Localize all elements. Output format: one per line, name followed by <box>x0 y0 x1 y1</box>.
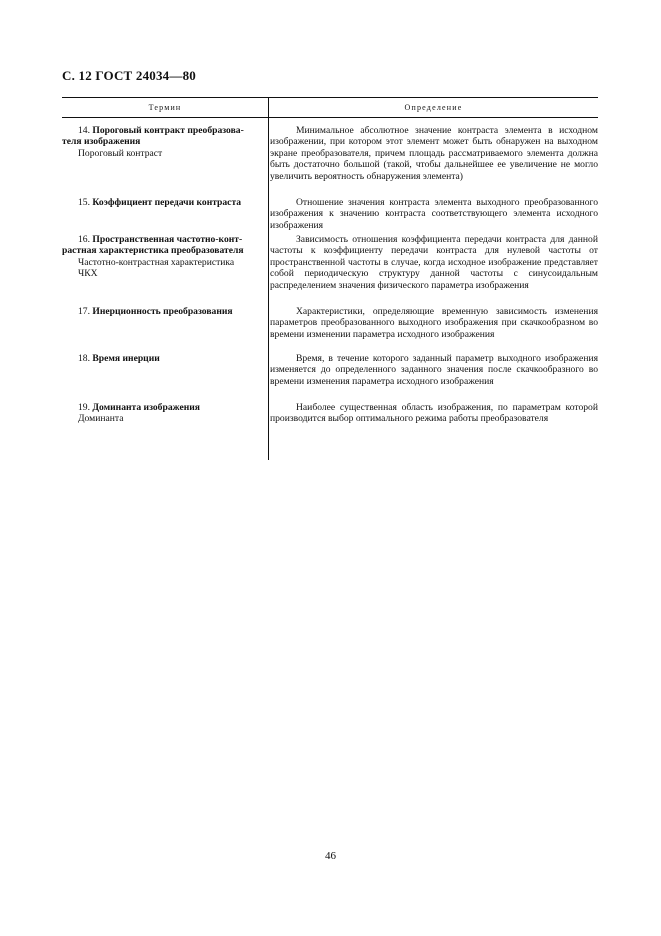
term-19-title: Доминанта изображения <box>92 402 200 413</box>
definition-15: Отношение значения контраста элемента выходного преобразованного изображения к значению контраста соответствующего элемента исходного изображения <box>270 197 598 231</box>
term-16-title: Пространственная частотно-конт- <box>92 234 243 245</box>
page-number: 46 <box>325 850 336 862</box>
table-top-rule <box>62 97 598 98</box>
term-15: 15. Коэффициент передачи контраста <box>78 197 242 208</box>
column-divider <box>268 97 269 460</box>
term-14-title: Пороговый контракт преобразова- <box>92 125 244 136</box>
term-14: 14. Пороговый контракт преобразова- теля изображения Пороговый контраст <box>78 125 262 159</box>
term-16: 16. Пространственная частотно-конт- растная характеристика преобразователя Частотно-контрастная характеристика ЧКХ <box>78 234 262 280</box>
term-18: 18. Время инерции <box>78 353 160 364</box>
term-17-title: Инерционность преобразования <box>92 306 233 317</box>
term-15-title: Коэффициент передачи контраста <box>92 197 242 208</box>
definition-14: Минимальное абсолютное значение контраста элемента в исходном изображении, при котором этот элемент может быть обнаружен на выходном экране преобразователя, причем площадь рассматриваемого элемента должна быть достаточно большой (такой, чтобы дальнейшее ее увеличение не могло увеличить вероятность обнаружения элемента) <box>270 125 598 182</box>
term-16-synonym: Частотно-контрастная характеристика <box>78 256 235 268</box>
definition-17: Характеристики, определяющие временную зависимость изменения параметров преобразованного выходного изображения при скачкообразном во времени изменении параметра исходного изображения <box>270 306 598 340</box>
column-header-term: Термин <box>148 103 182 112</box>
definition-19: Наиболее существенная область изображения, по параметрам которой производится выбор оптимального режима работы преобразователя <box>270 402 598 425</box>
definition-18: Время, в течение которого заданный параметр выходного изображения изменяется до определенного заданного значения после скачкообразного во времени изменения параметра исходного изображения <box>270 353 598 387</box>
term-19-synonym: Доминанта <box>78 413 124 425</box>
table-head-rule <box>62 117 598 118</box>
term-17: 17. Инерционность преобразования <box>78 306 233 317</box>
term-19: 19. Доминанта изображения Доминанта <box>78 402 262 425</box>
page-header: С. 12 ГОСТ 24034—80 <box>62 68 196 83</box>
term-16-abbreviation: ЧКХ <box>78 268 98 280</box>
definition-16: Зависимость отношения коэффициента передачи контраста для данной частоты к коэффициенту передачи контраста для нулевой частоты от пространственной частоты в случае, когда исходное изображение представляет собой периодическую структуру данной частоты с синусоидальным распределением значения физического параметра изображения <box>270 234 598 291</box>
term-18-title: Время инерции <box>92 353 160 364</box>
term-14-synonym: Пороговый контраст <box>78 147 163 159</box>
column-header-definition: Определение <box>404 103 463 112</box>
